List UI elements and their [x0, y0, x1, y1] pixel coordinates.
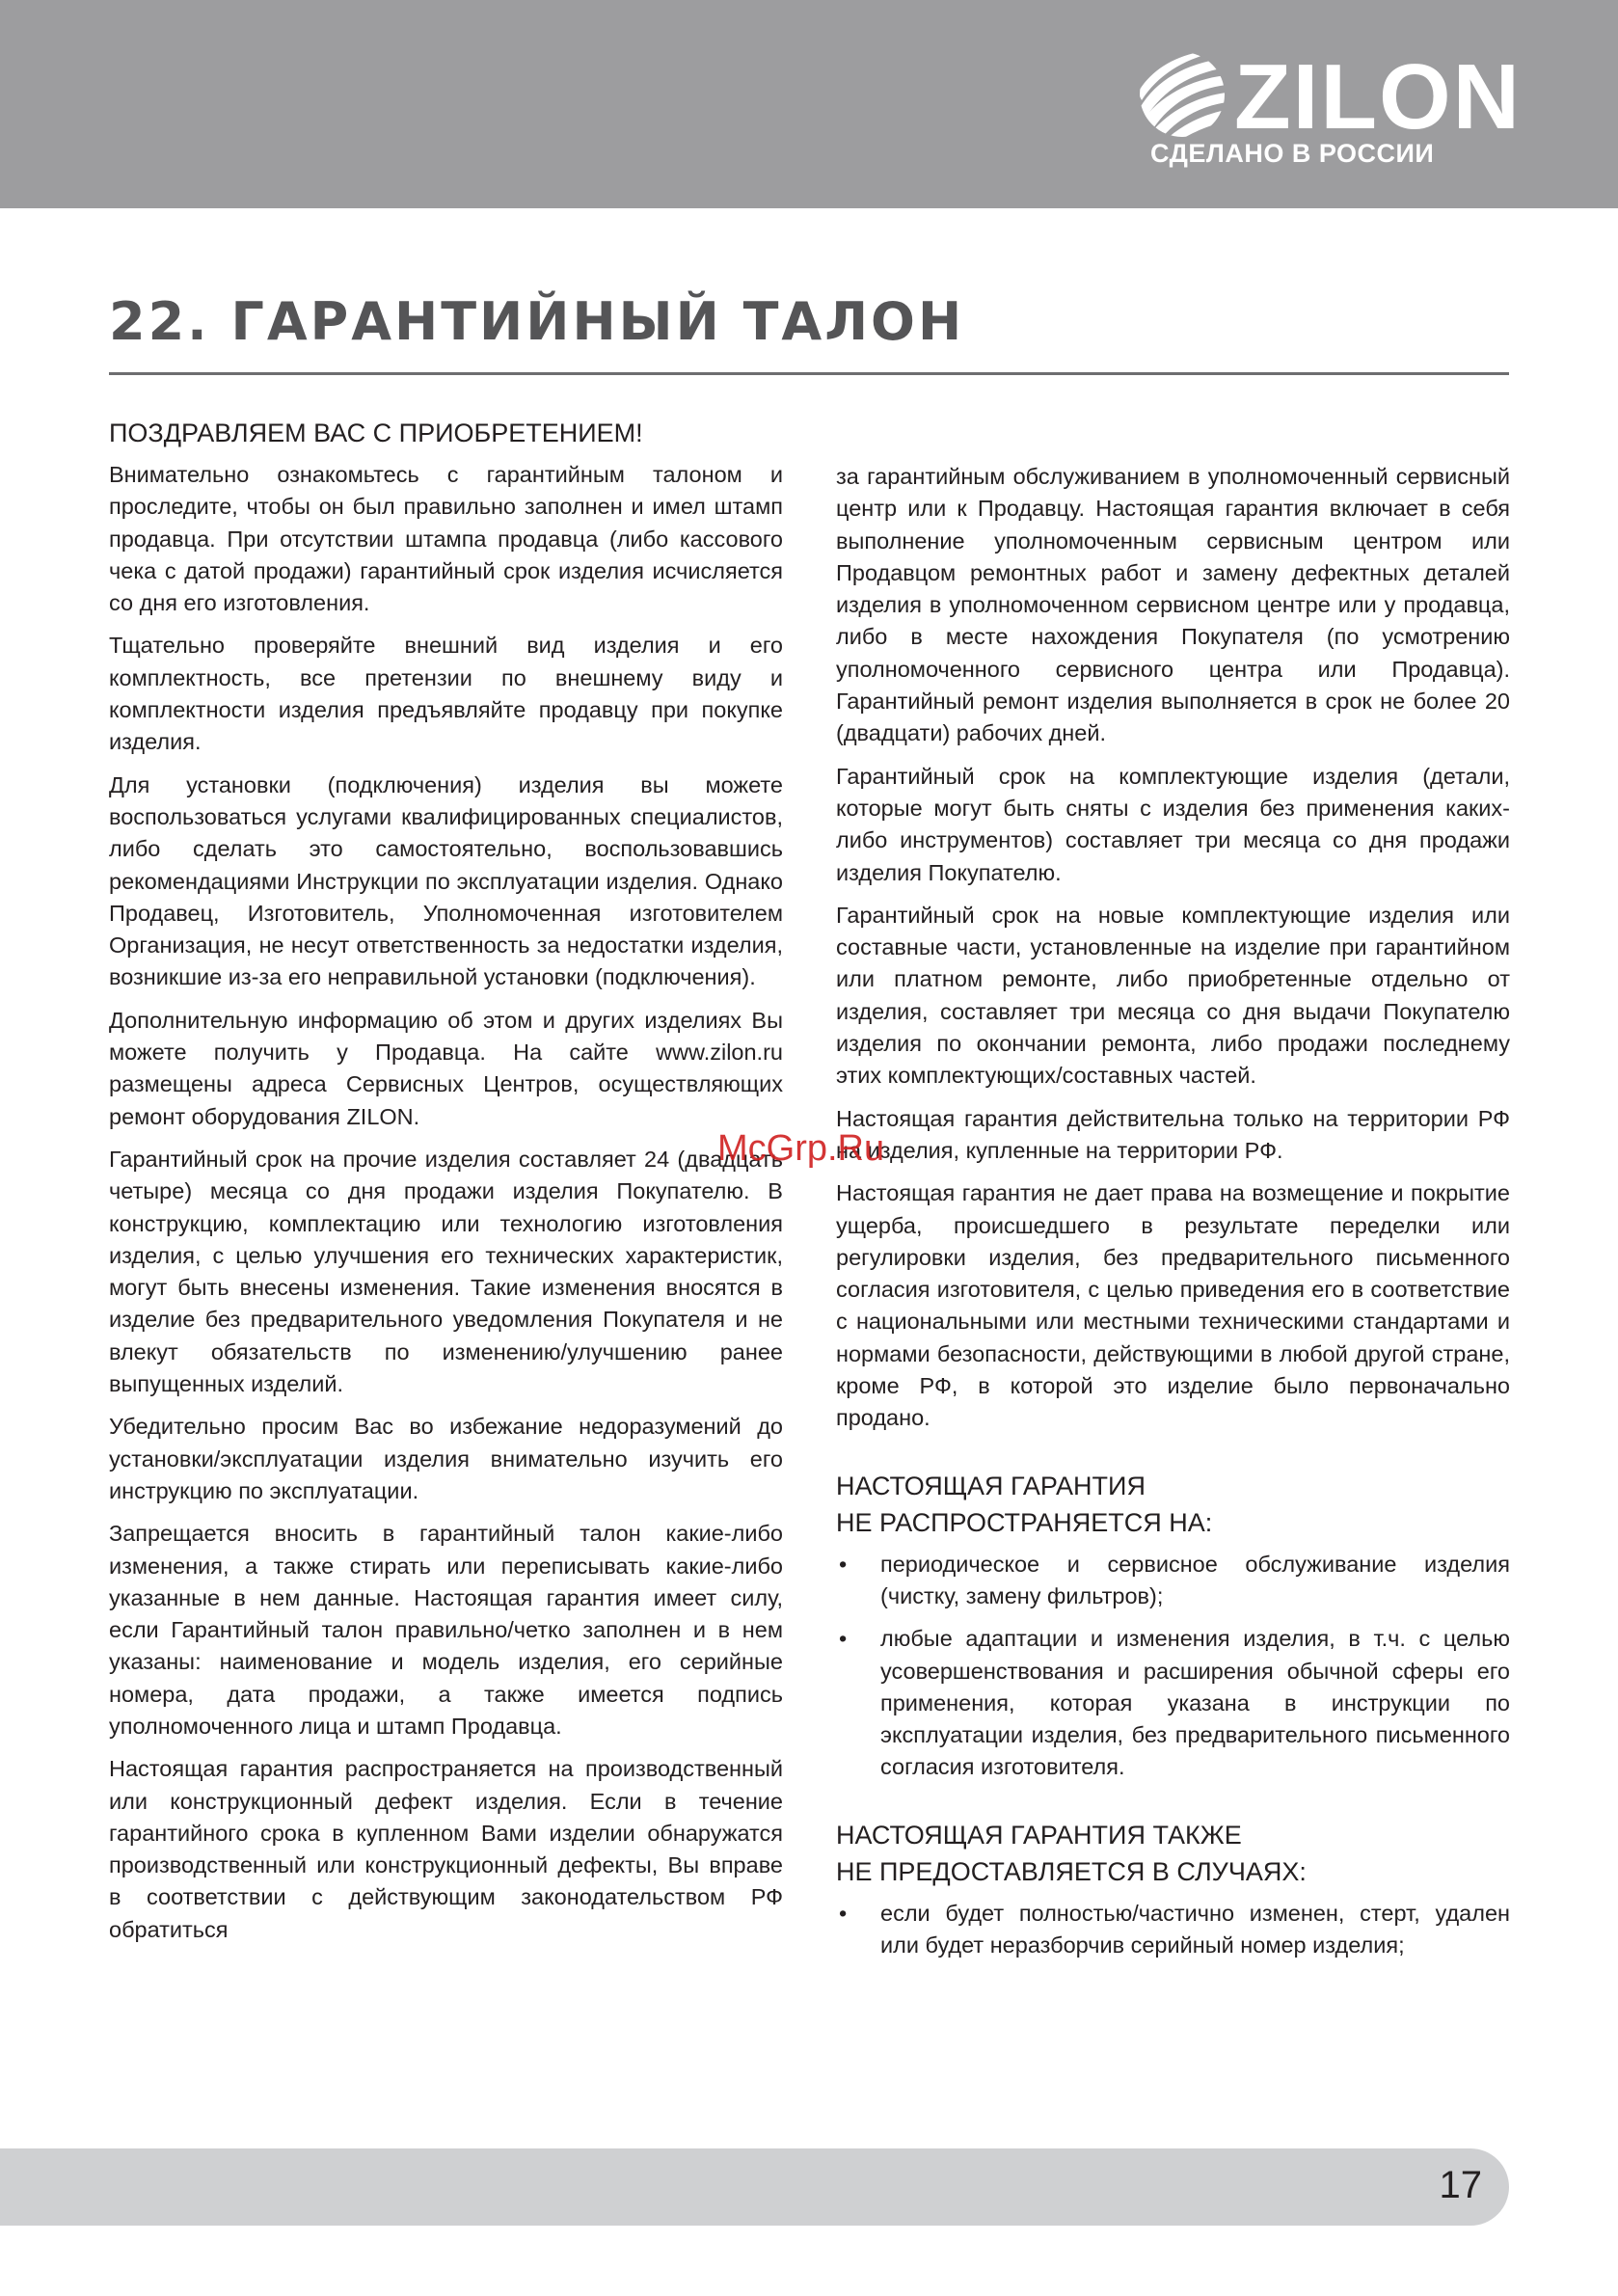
bullet-icon: •	[839, 1551, 848, 1577]
paragraph: Дополнительную информацию об этом и других изделиях Вы можете получить у Продавца. На сайте www.zilon.ru размещены адреса Сервисных Центров, осуществляющих ремонт оборудования ZILON.	[109, 1007, 783, 1129]
page-number: 17	[1439, 2164, 1482, 2206]
congrats-heading: ПОЗДРАВЛЯЕМ ВАС С ПРИОБРЕТЕНИЕМ!	[109, 419, 643, 447]
paragraph: Тщательно проверяйте внешний вид изделия и его комплектность, все претензии по внешнему виду и комплектности изделия предъявляйте продавцу при покупке изделия.	[109, 633, 783, 755]
not-provided-heading	[836, 1817, 1510, 1890]
heading-line: НАСТОЯЩАЯ ГАРАНТИЯ ТАКЖЕ	[836, 1820, 1242, 1850]
watermark: McGrp.Ru	[717, 1128, 885, 1169]
brand-tagline: СДЕЛАНО В РОССИИ	[1150, 139, 1435, 168]
paragraph: Настоящая гарантия не дает права на возмещение и покрытие ущерба, происшедшего в результате переделки или регулировки изделия, без предварительного письменного согласия изготовителя, с целью приведения его в соответствие с национальными или местными техническими стандартами и нормами безопасности, действующими в любой другой стране, кроме РФ, в которой это изделие было первоначально продано.	[836, 1180, 1510, 1431]
not-provided-list	[836, 1898, 1510, 1962]
list-item	[836, 1898, 1510, 1962]
paragraph: Убедительно просим Вас во избежание недоразумений до установки/эксплуатации изделия внимательно изучить его инструкцию по эксплуатации.	[109, 1414, 783, 1503]
list-item-text: любые адаптации и изменения изделия, в т.ч. с целью усовершенствования и расширения обычной сферы его применения, которая указана в инструкции по эксплуатации изделия, без предварительного письменного согласия изготовителя.	[880, 1626, 1510, 1780]
paragraph: Настоящая гарантия распространяется на производственный или конструкционный дефект изделия. Если в течение гарантийного срока в купленном Вами изделии обнаружатся производственный или конструкционный дефекты, Вы вправе в соответствии с действующим законодательством РФ обратиться	[109, 1756, 783, 1942]
title-divider	[109, 372, 1509, 375]
paragraph: Запрещается вносить в гарантийный талон какие-либо изменения, а также стирать или переписывать какие-либо указанные в нем данные. Настоящая гарантия имеет силу, если Гарантийный талон правильно/четко заполнен и в нем указаны: наименование и модель изделия, его серийные номера, дата продажи, а также имеется подпись уполномоченного лица и штамп Продавца.	[109, 1521, 783, 1739]
bullet-icon: •	[839, 1900, 848, 1926]
paragraph: за гарантийным обслуживанием в уполномоченный сервисный центр или к Продавцу. Настоящая гарантия включает в себя выполнение уполномоченным сервисным центром или Продавцом ремонтных работ и замену дефектных деталей изделия в уполномоченном сервисном центре или у продавца, либо в месте нахождения Покупателя (по усмотрению уполномоченного сервисного центра или Продавца). Гарантийный ремонт изделия выполняется в срок не более 20 (двадцати) рабочих дней.	[836, 464, 1510, 746]
bullet-icon: •	[839, 1626, 848, 1652]
paragraph: Настоящая гарантия действительна только на территории РФ на изделия, купленные на территории РФ.	[836, 1105, 1510, 1163]
exclusions-list	[836, 1549, 1510, 1784]
page-footer	[0, 2148, 1509, 2226]
right-column	[836, 461, 1510, 1972]
paragraph: Гарантийный срок на комплектующие изделия (детали, которые могут быть сняты с изделия без применения каких-либо инструментов) составляет три месяца со дня продажи изделия Покупателю.	[836, 763, 1510, 885]
page-title: 22. ГАРАНТИЙНЫЙ ТАЛОН	[109, 291, 965, 352]
paragraph: Гарантийный срок на прочие изделия составляет 24 (двадцать четыре) месяца со дня продажи изделия Покупателю. В конструкцию, комплектацию или технологию изготовления изделия, с целью улучшения его технических характеристик, могут быть внесены изменения. Такие изменения вносятся в изделие без предварительного уведомления Покупателя и не влекут обязательств по изменению/улучшению ранее выпущенных изделий.	[109, 1146, 783, 1397]
paragraph: Внимательно ознакомьтесь с гарантийным талоном и проследите, чтобы он был правильно заполнен и имел штамп продавца. При отсутствии штампа продавца (либо кассового чека с датой продажи) гарантийный срок изделия исчисляется со дня его изготовления.	[109, 462, 783, 616]
page-header	[0, 0, 1618, 208]
list-item	[836, 1549, 1510, 1613]
swirl-ball-icon	[1138, 50, 1227, 139]
paragraph: Гарантийный срок на новые комплектующие изделия или составные части, установленные на изделие при гарантийном или платном ремонте, либо приобретенные отдельно от изделия, составляет три месяца со дня выдачи Покупателю изделия по окончании ремонта, либо продажи последнему этих комплектующих/составных частей.	[836, 902, 1510, 1089]
exclusions-heading	[836, 1468, 1510, 1541]
brand-name: ZILON	[1234, 45, 1522, 149]
left-column	[109, 415, 783, 1957]
list-item-text: периодическое и сервисное обслуживание изделия (чистку, замену фильтров);	[880, 1551, 1510, 1608]
list-item	[836, 1623, 1510, 1783]
heading-line: НЕ ПРЕДОСТАВЛЯЕТСЯ В СЛУЧАЯХ:	[836, 1856, 1307, 1886]
zilon-logo	[1138, 45, 1522, 176]
heading-line: НЕ РАСПРОСТРАНЯЕТСЯ НА:	[836, 1507, 1213, 1537]
paragraph: Для установки (подключения) изделия вы можете воспользоваться услугами квалифицированных специалистов, либо сделать это самостоятельно, воспользовавшись рекомендациями Инструкции по эксплуатации изделия. Однако Продавец, Изготовитель, Уполномоченная изготовителем Организация, не несут ответственность за недостатки изделия, возникшие из-за его неправильной установки (подключения).	[109, 771, 783, 990]
list-item-text: если будет полностью/частично изменен, стерт, удален или будет неразборчив серийный номер изделия;	[880, 1900, 1510, 1958]
heading-line: НАСТОЯЩАЯ ГАРАНТИЯ	[836, 1471, 1146, 1500]
